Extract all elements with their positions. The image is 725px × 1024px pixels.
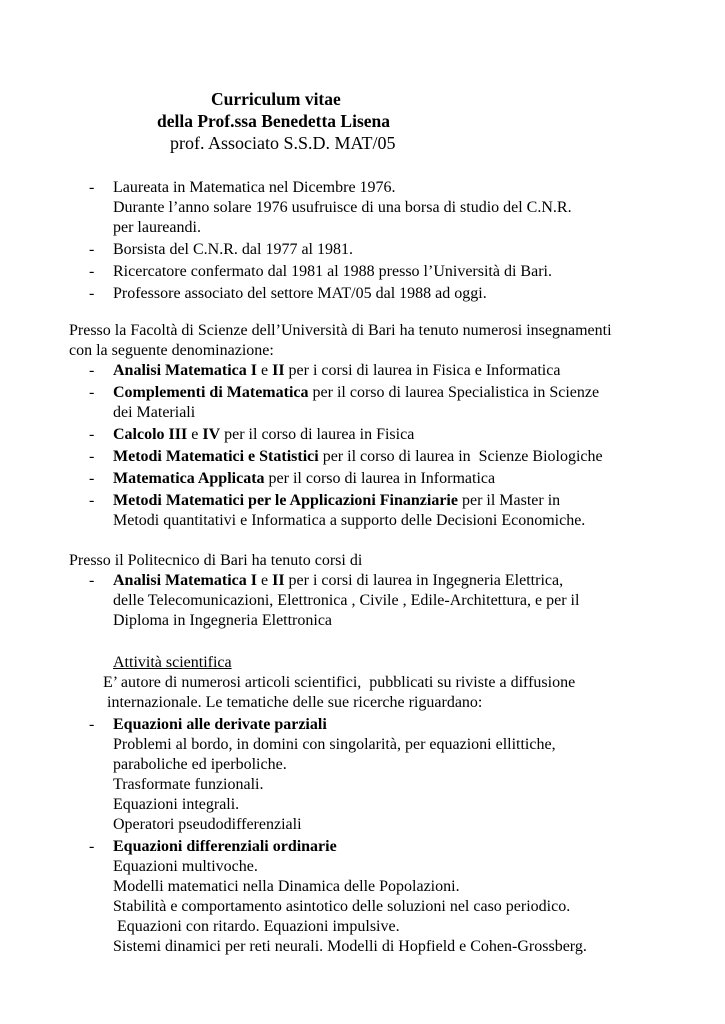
bullet-dash: - [89, 838, 95, 855]
topic-line: Equazioni con ritardo. Equazioni impulsive. [113, 918, 400, 935]
course-desc: per i corsi di laurea in Ingegneria Elettrica, [284, 572, 564, 589]
research-heading: Attività scientifica [113, 654, 232, 671]
career-line: Laureata in Matematica nel Dicembre 1976. [113, 179, 396, 196]
topic-line: Sistemi dinamici per reti neurali. Modelli di Hopfield e Cohen-Grossberg. [113, 938, 587, 955]
bullet-dash: - [89, 362, 95, 379]
politecnico-section [69, 551, 709, 631]
course-desc: per il Master in [457, 492, 561, 509]
topic-line: paraboliche ed iperboliche. [113, 756, 287, 773]
course-name: II [272, 572, 285, 589]
topic-line: Problemi al bordo, in domini con singolarità, per equazioni ellittiche, [113, 736, 556, 753]
research-intro-line: E’ autore di numerosi articoli scientifici, pubblicati su riviste a diffusione [103, 674, 576, 691]
career-line: Professore associato del settore MAT/05 dal 1988 ad oggi. [113, 285, 487, 302]
course-desc-cont: Metodi quantitativi e Informatica a supporto delle Decisioni Economiche. [113, 512, 586, 529]
bullet-dash: - [89, 448, 95, 465]
bullet-dash: - [89, 716, 95, 733]
career-line: Durante l’anno solare 1976 usufruisce di una borsa di studio del C.N.R. [113, 199, 572, 216]
list-item [69, 240, 689, 260]
list-item [69, 447, 709, 467]
course-desc-cont: delle Telecomunicazioni, Elettronica , Civile , Edile-Architettura, e per il [113, 592, 580, 609]
course-name: Metodi Matematici per le Applicazioni Finanziarie [113, 492, 458, 509]
course-desc-cont: Diploma in Ingegneria Elettronica [113, 612, 333, 629]
list-item [69, 425, 709, 445]
course-desc: per il corso di laurea in Informatica [264, 470, 496, 487]
career-line: Borsista del C.N.R. dal 1977 al 1981. [113, 241, 353, 258]
bullet-dash: - [89, 470, 95, 487]
topic-title: Equazioni alle derivate parziali [113, 716, 327, 733]
course-desc: per il corso di laurea in Scienze Biologiche [318, 448, 603, 465]
topic-line: Equazioni integrali. [113, 796, 240, 813]
course-name: Complementi di Matematica [113, 384, 309, 401]
career-line: Ricercatore confermato dal 1981 al 1988 presso l’Università di Bari. [113, 263, 552, 280]
career-line: per laureandi. [113, 219, 201, 236]
bullet-dash: - [89, 179, 95, 196]
topic-title: Equazioni differenziali ordinarie [113, 838, 337, 855]
bullet-dash: - [89, 241, 95, 258]
header-name: della Prof.ssa Benedetta Lisena [157, 111, 391, 131]
course-name: Analisi Matematica I [113, 362, 257, 379]
bullet-dash: - [89, 426, 95, 443]
course-desc: per il corso di laurea Specialistica in Scienze [308, 384, 600, 401]
course-connector: e [256, 572, 273, 589]
list-item [69, 383, 709, 423]
bullet-dash: - [89, 263, 95, 280]
topic-line: Modelli matematici nella Dinamica delle Popolazioni. [113, 878, 460, 895]
list-item [69, 715, 709, 835]
course-name: Calcolo III [113, 426, 188, 443]
topic-line: Stabilità e comportamento asintotico delle soluzioni nel caso periodico. [113, 898, 571, 915]
course-name: IV [202, 426, 221, 443]
course-name: Matematica Applicata [113, 470, 265, 487]
list-item [69, 361, 709, 381]
course-connector: e [256, 362, 273, 379]
course-name: Metodi Matematici e Statistici [113, 448, 319, 465]
bullet-dash: - [89, 285, 95, 302]
course-name: Analisi Matematica I [113, 572, 257, 589]
politecnico-intro: Presso il Politecnico di Bari ha tenuto corsi di [69, 552, 363, 569]
research-section [69, 653, 709, 957]
research-intro-line: internazionale. Le tematiche delle sue ricerche riguardano: [107, 694, 483, 711]
bari-university-section [69, 321, 709, 531]
course-name: II [272, 362, 285, 379]
bullet-dash: - [89, 492, 95, 509]
header-position: prof. Associato S.S.D. MAT/05 [170, 133, 396, 153]
list-item [69, 491, 709, 531]
bullet-dash: - [89, 384, 95, 401]
topic-line: Equazioni multivoche. [113, 858, 258, 875]
topic-line: Trasformate funzionali. [113, 776, 264, 793]
bari-intro-line: con la seguente denominazione: [69, 342, 274, 359]
course-desc: per il corso di laurea in Fisica [220, 426, 415, 443]
bari-intro-line: Presso la Facoltà di Scienze dell’Università di Bari ha tenuto numerosi insegnamenti [69, 322, 612, 339]
course-desc-cont: dei Materiali [113, 404, 196, 421]
list-item [69, 571, 709, 631]
course-connector: e [187, 426, 203, 443]
course-desc: per i corsi di laurea in Fisica e Informatica [284, 362, 561, 379]
career-list [69, 178, 689, 304]
list-item [69, 262, 689, 282]
bullet-dash: - [89, 572, 95, 589]
list-item [69, 837, 709, 957]
list-item [69, 284, 689, 304]
list-item [69, 178, 689, 238]
header-title: Curriculum vitae [211, 89, 341, 109]
topic-line: Operatori pseudodifferenziali [113, 816, 302, 833]
list-item [69, 469, 709, 489]
research-heading-wrap [69, 653, 709, 673]
